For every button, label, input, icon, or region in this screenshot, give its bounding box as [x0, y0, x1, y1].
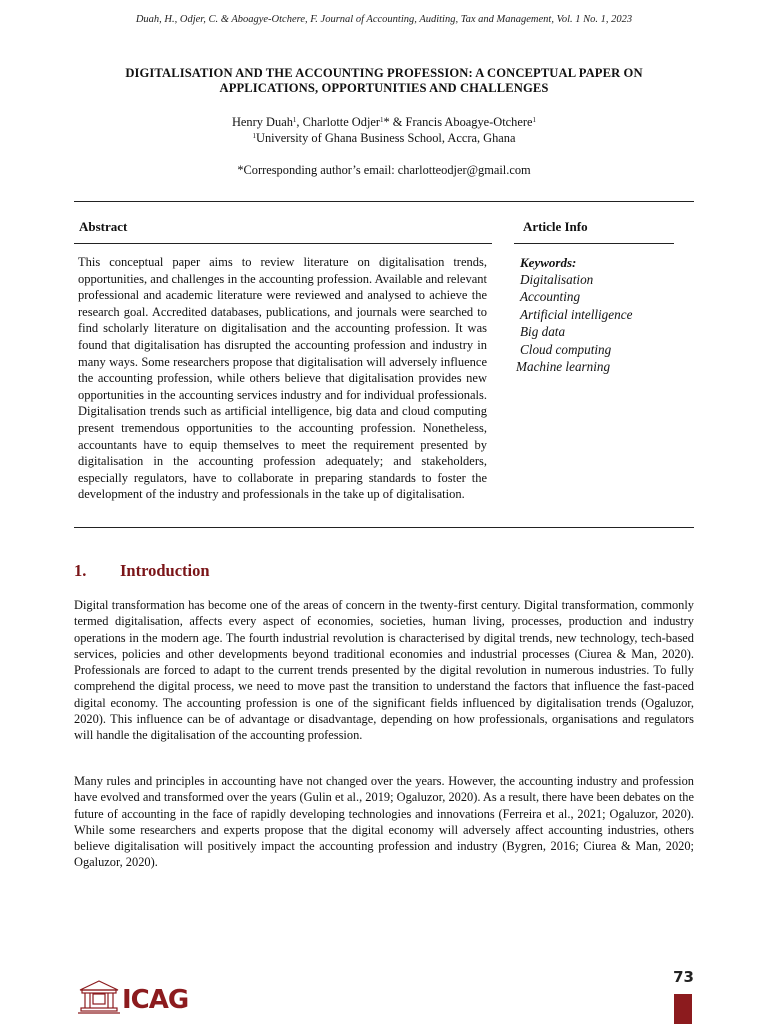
keyword-item: Digitalisation — [520, 272, 594, 287]
author-separator: , — [296, 115, 303, 129]
author-affiliation-mark: 1 — [292, 116, 297, 124]
affiliation — [0, 131, 768, 146]
author-affiliation-mark: 1 — [380, 116, 384, 124]
section-title: Introduction — [120, 561, 210, 580]
author-affiliation-mark: 1 — [532, 116, 537, 124]
author-name: Henry Duah — [231, 115, 293, 129]
article-info-heading: Article Info — [523, 219, 588, 234]
author-name: Francis Aboagye-Otchere — [405, 115, 533, 129]
author-name: Charlotte Odjer — [302, 115, 381, 129]
affiliation-mark: 1 — [252, 132, 257, 140]
icag-logo — [76, 976, 208, 1016]
page-edge-tab — [674, 994, 692, 1024]
keyword-item: Machine learning — [516, 359, 611, 375]
keyword-item: Big data — [520, 324, 566, 340]
keyword-item: Accounting — [520, 289, 581, 305]
author-line — [0, 115, 768, 130]
corresponding-email: *Corresponding author’s email: charlotteodjer@gmail.com — [237, 163, 531, 177]
article-info-heading-rule — [514, 243, 674, 244]
running-head: Duah, H., Odjer, C. & Aboagye-Otchere, F. Journal of Accounting, Auditing, Tax and Management, Vol. 1 No. 1, 2023 — [135, 14, 633, 25]
section-heading — [74, 561, 210, 581]
logo-text: ICAG — [122, 985, 189, 1015]
top-divider — [74, 201, 694, 202]
section-number: 1. — [74, 561, 87, 580]
abstract-heading: Abstract — [79, 219, 128, 234]
affiliation-text: University of Ghana Business School, Accra, Ghana — [256, 131, 516, 145]
keywords-label: Keywords: — [520, 255, 577, 270]
body-paragraph: Many rules and principles in accounting have not changed over the years. However, the accounting industry and profession have evolved and transformed over the years (Gulin et al., 2019; Ogaluzor, 2020). As a result, there have been debates on the future of accounting in the face of rapidly developing technologies and innovations (Ferreira et al., 2021; Ogaluzor, 2020). While some researchers and experts propose that the digital economy will adversely affect accounting industries, others believe digitalisation will positively impact the accounting profession and industry (Bygren, 2016; Ciurea & Man, 2020; Ogaluzor, 2020). — [74, 774, 694, 870]
keyword-item: Artificial intelligence — [520, 306, 633, 322]
author-separator: * & — [383, 115, 406, 129]
abstract-heading-rule — [74, 243, 492, 244]
abstract-bottom-divider — [74, 527, 694, 528]
body-paragraph: Digital transformation has become one of the areas of concern in the twenty-first century. Digital transformation, commonly termed digitalisation, affects every aspect of economies, societies, human living, processes, production and industry operations in the modern age. The fourth industrial revolution is characterised by digital trends, new technology, tech-based services, policies and other developments beyond traditional economies and industrial processes (Ciurea & Man, 2020). Professionals are forced to adapt to the current trends presented by the digital revolution in numerous industries. To fully comprehend the digital process, we need to move past the transition to understand the factors that influence the fast-paced digital economy. The accounting profession is one of the significant fields influenced by digitalisation trends (Ogaluzor, 2020). This influence can be of advantage or disadvantage, depending on how professionals, organisations and regulators will handle the digitalisation of the accounting profession. — [74, 598, 694, 743]
page-number: 73 — [673, 968, 694, 986]
paper-title: DIGITALISATION AND THE ACCOUNTING PROFESSION: A CONCEPTUAL PAPER ON APPLICATIONS, OPPORTUNITIES AND CHALLENGES — [125, 66, 643, 95]
abstract-text: This conceptual paper aims to review literature on digitalisation trends, opportunities, and challenges in the accounting profession. Available and relevant professional and academic literature were reviewed and analysed to achieve the research goal. Accredited databases, publications, and journals were searched to find scholarly literature on digitalisation and the accounting profession. It was found that digitalisation has disrupted the accounting profession and industry in many ways. Some researchers propose that digitalisation will adversely influence the accounting profession, while others believe that digitalisation provides new opportunities in the accounting services industry and for individual professionals. Digitalisation trends such as artificial intelligence, big data and cloud computing present tremendous opportunities to the accounting profession. Nonetheless, accountants have to equip themselves to meet the requirement presented by digitalisation in the accounting profession adequately; and stakeholders, especially regulators, have to collaborate in preparing standards to foster the development of the industry and professionals in the take up of digitalisation. — [78, 255, 487, 502]
keywords-list — [514, 271, 632, 375]
keyword-item: Cloud computing — [520, 341, 612, 357]
